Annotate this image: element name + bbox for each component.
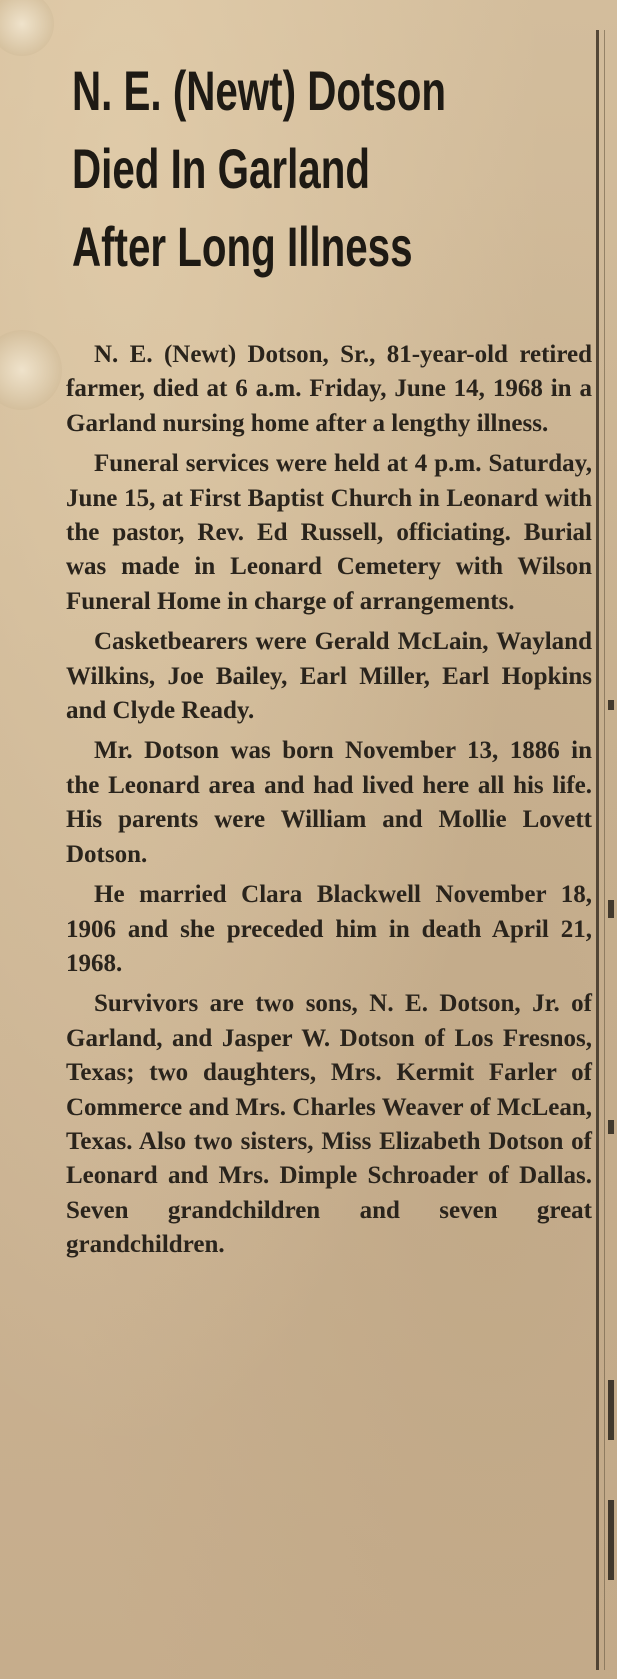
headline xyxy=(72,52,446,286)
paragraph-marriage: He married Clara Blackwell November 18, 1906 and she preceded him in death April 21, 1968. xyxy=(66,881,592,977)
headline-line-2: Died In Garland xyxy=(72,137,370,200)
paragraph-birth: Mr. Dotson was born November 13, 1886 in the Leonard area and had lived here all his life. His parents were William and Mollie Lovett Dotson. xyxy=(66,737,592,868)
edge-print-mark xyxy=(608,1500,614,1580)
edge-print-mark xyxy=(608,900,614,918)
paper-damage-left xyxy=(0,330,62,410)
paragraph-death-notice: N. E. (Newt) Dotson, Sr., 81-year-old retired farmer, died at 6 a.m. Friday, June 14, 1968 in a Garland nursing home after a lengthy illness. xyxy=(66,341,592,437)
headline-line-1: N. E. (Newt) Dotson xyxy=(72,59,447,122)
column-rule xyxy=(596,30,599,1670)
headline-line-3: After Long Illness xyxy=(72,215,413,278)
paragraph-casketbearers: Casketbearers were Gerald McLain, Wayland Wilkins, Joe Bailey, Earl Miller, Earl Hopkins and Clyde Ready. xyxy=(66,628,592,725)
paper-damage-top xyxy=(0,0,54,56)
edge-print-mark xyxy=(608,1380,614,1440)
edge-print-mark xyxy=(608,1120,614,1134)
paragraph-survivors: Survivors are two sons, N. E. Dotson, Jr. of Garland, and Jasper W. Dotson of Los Fresnos, Texas; two daughters, Mrs. Kermit Farler of Commerce and Mrs. Charles Weaver of McLean, Texas. Also two sisters, Miss Elizabeth Dotson of Leonard and Mrs. Dimple Schroader of Dallas. Seven grandchildren and seven great grandchildren. xyxy=(66,990,592,1259)
article-body xyxy=(66,338,592,1269)
edge-print-mark xyxy=(608,700,614,710)
column-rule-secondary xyxy=(604,30,605,1670)
paragraph-funeral-services: Funeral services were held at 4 p.m. Saturday, June 15, at First Baptist Church in Leonard with the pastor, Rev. Ed Russell, officiating. Burial was made in Leonard Cemetery with Wilson Funeral Home in charge of arrangements. xyxy=(66,450,592,615)
